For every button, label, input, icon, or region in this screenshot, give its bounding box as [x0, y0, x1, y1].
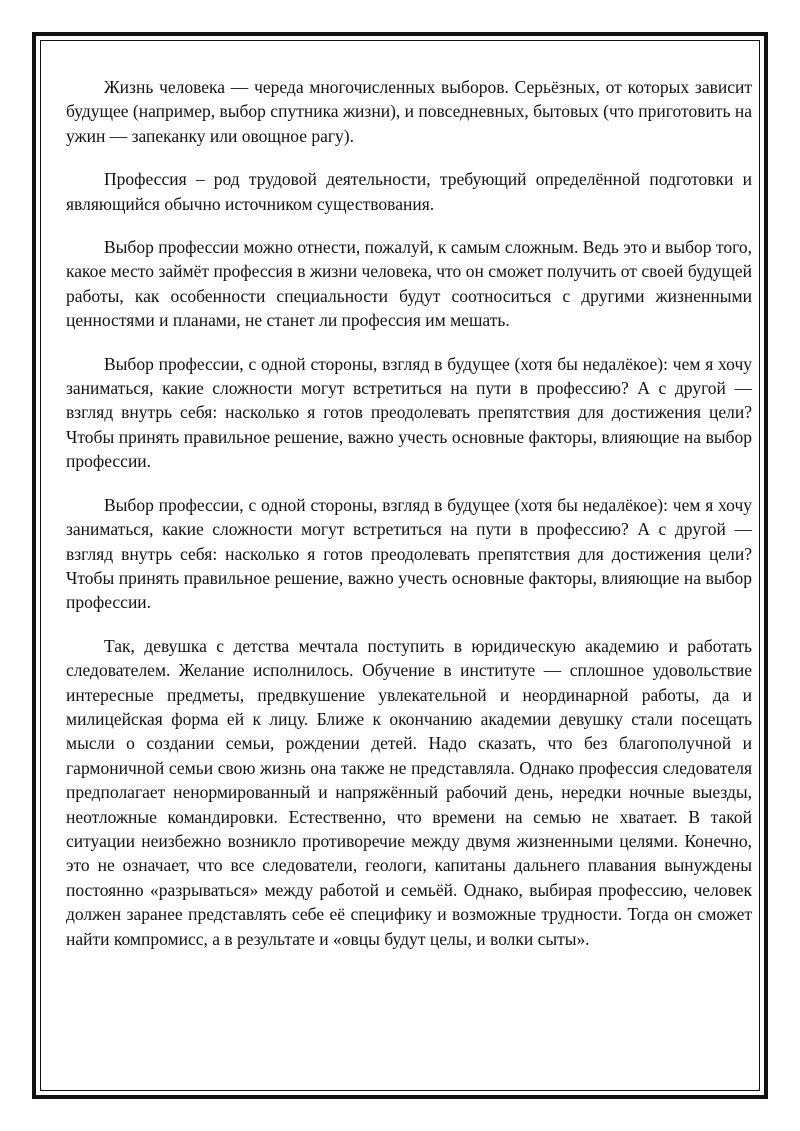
- paragraph-1: Жизнь человека — череда многочисленных выборов. Серьёзных, от которых зависит будущее (например, выбор спутника жизни), и повседневных, бытовых (что приготовить на ужин — запеканку или овощное рагу).: [66, 77, 752, 146]
- paragraph-3: Выбор профессии можно отнести, пожалуй, к самым сложным. Ведь это и выбор того, какое место займёт профессия в жизни человека, что он сможет получить от своей будущей работы, как особенности специальности будут соотноситься с другими жизненными ценностями и планами, не станет ли профессия им мешать.: [66, 237, 752, 331]
- paragraph-4: Выбор профессии, с одной стороны, взгляд в будущее (хотя бы недалёкое): чем я хочу заниматься, какие сложности могут встретиться на пути в профессию? А с другой — взгляд внутрь себя: насколько я готов преодолевать препятствия для достижения цели? Чтобы принять правильное решение, важно учесть основные факторы, влияющие на выбор профессии.: [66, 353, 752, 472]
- document-body: [66, 75, 752, 970]
- paragraph-5: Выбор профессии, с одной стороны, взгляд в будущее (хотя бы недалёкое): чем я хочу заниматься, какие сложности могут встретиться на пути в профессию? А с другой — взгляд внутрь себя: насколько я готов преодолевать препятствия для достижения цели? Чтобы принять правильное решение, важно учесть основные факторы, влияющие на выбор профессии.: [66, 494, 752, 613]
- paragraph-2: Профессия – род трудовой деятельности, требующий определённой подготовки и являющийся обычно источником существования.: [66, 169, 752, 214]
- paragraph-6: Так, девушка с детства мечтала поступить в юридическую академию и работать следователем. Желание исполнилось. Обучение в институте — сплошное удовольствие интересные предметы, предвкушение увлекательной и неординарной работы, да и милицейская форма ей к лицу. Ближе к окончанию академии девушку стали посещать мысли о создании семьи, рождении детей. Надо сказать, что без благополучной и гармоничной семьи свою жизнь она также не представляла. Однако профессия следователя предполагает ненормированный и напряжённый рабочий день, нередки ночные выезды, неотложные командировки. Естественно, что времени на семью не хватает. В такой ситуации неизбежно возникло противоречие между двумя жизненными целями. Конечно, это не означает, что все следователи, геологи, капитаны дальнего плавания вынуждены постоянно «разрываться» между работой и семьёй. Однако, выбирая профессию, человек должен заранее представлять себе её специфику и возможные трудности. Тогда он сможет найти компромисс, а в результате и «овцы будут целы, и волки сыты».: [66, 635, 752, 949]
